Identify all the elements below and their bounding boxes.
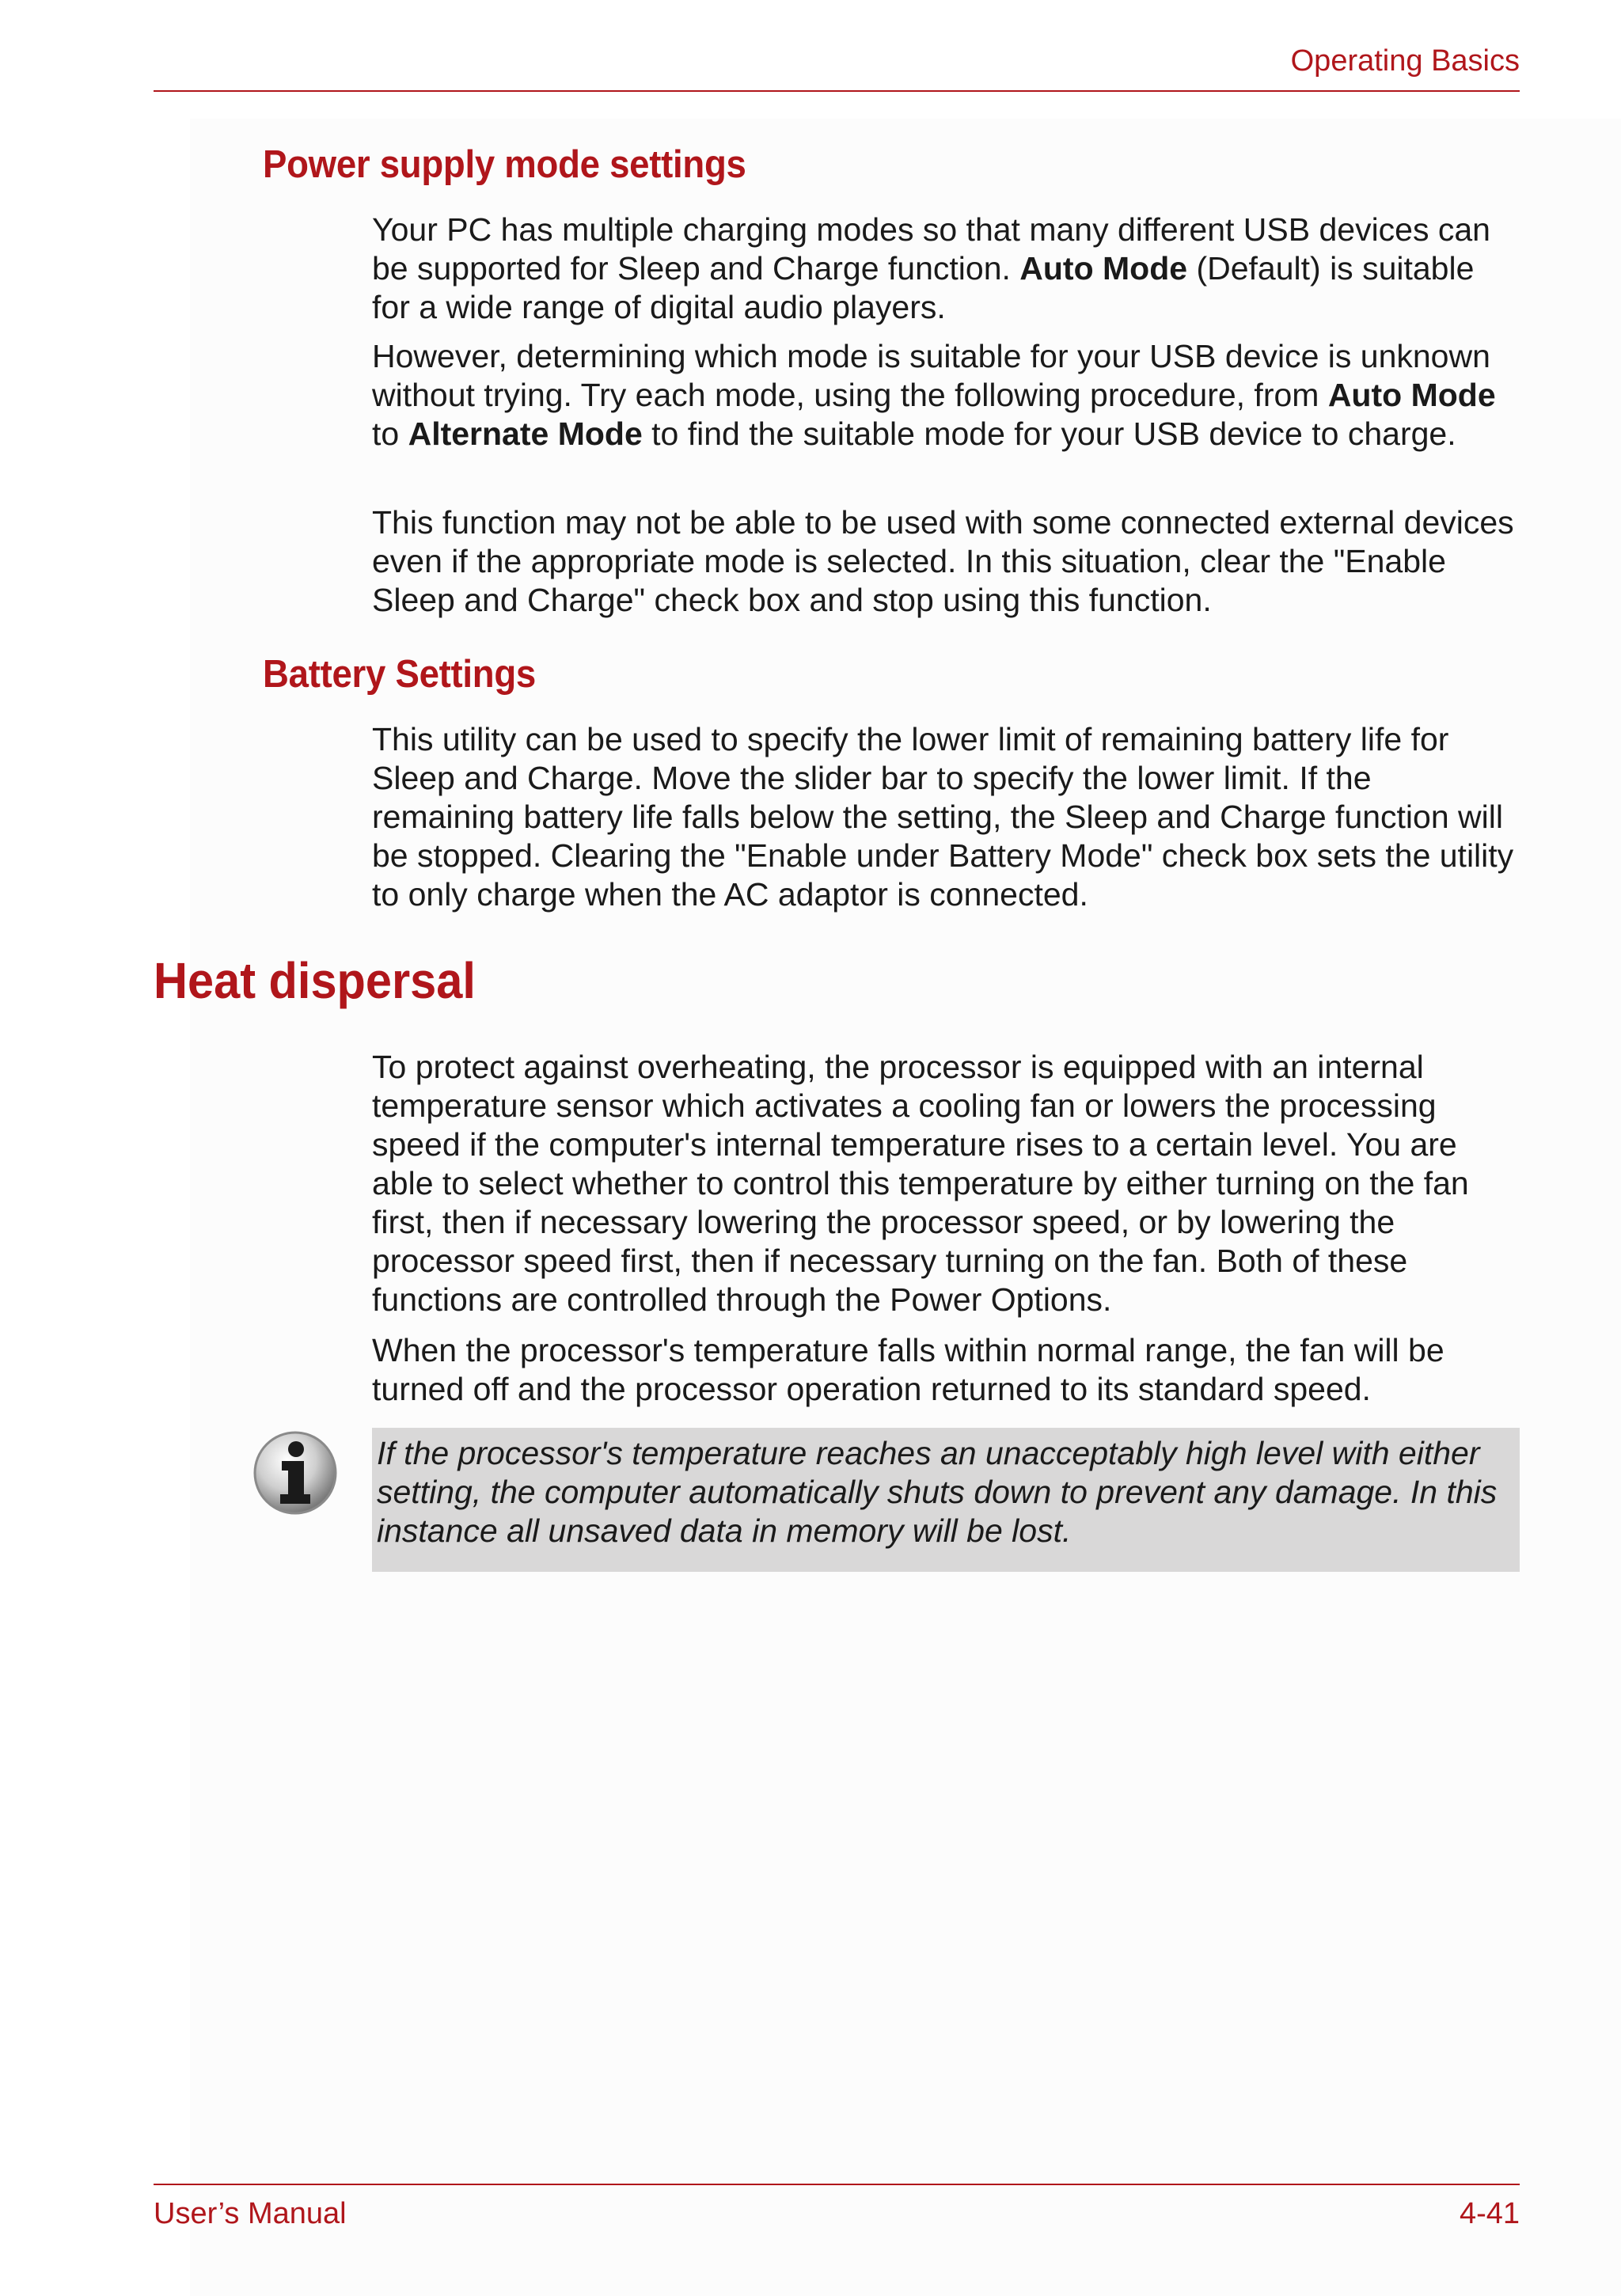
text-run: However, determining which mode is suitable for your USB device is unknown without trying. Try each mode, using the following procedure, from (372, 338, 1490, 413)
text-run: (Default) is suitable for a wide range of digital audio players. (372, 250, 1475, 325)
auto-mode-term: Auto Mode (1327, 377, 1496, 413)
text-run: to (372, 416, 408, 452)
power-supply-paragraph-2 (372, 337, 1520, 454)
power-supply-paragraph-1 (372, 211, 1520, 327)
note-text: If the processor's temperature reaches an unacceptably high level with either setting, the computer automatically shuts down to prevent any damage. In this instance all unsaved data in memory will be lost. (377, 1435, 1498, 1549)
heat-dispersal-heading: Heat dispersal (154, 952, 476, 1009)
battery-settings-heading: Battery Settings (263, 653, 537, 696)
battery-settings-paragraph: This utility can be used to specify the lower limit of remaining battery life for Sleep and Charge. Move the slider bar to specify the lower limit. If the remaining battery life falls below the setting, the Sleep and Charge function will be stopped. Clearing the "Enable under Battery Mode" check box sets the utility to only charge when the AC adaptor is connected. (372, 721, 1514, 913)
text-run: to find the suitable mode for your USB device to charge. (642, 416, 1456, 452)
footer-rule (154, 2184, 1520, 2185)
power-supply-heading: Power supply mode settings (263, 143, 746, 186)
power-supply-paragraph-3: This function may not be able to be used with some connected external devices even if the appropriate mode is selected. In this situation, clear the "Enable Sleep and Charge" check box and stop using this function. (372, 504, 1514, 618)
heat-dispersal-paragraph-2: When the processor's temperature falls within normal range, the fan will be turned off and the processor operation returned to its standard speed. (372, 1332, 1444, 1407)
footer-manual-title: User’s Manual (154, 2197, 347, 2230)
text-run: Your PC has multiple charging modes so that many different USB devices can be supported for Sleep and Charge function. (372, 211, 1490, 287)
page-number: 4-41 (1459, 2197, 1520, 2230)
header-rule (154, 90, 1520, 92)
auto-mode-term: Auto Mode (1019, 250, 1188, 287)
info-icon (252, 1429, 339, 1516)
heat-dispersal-paragraph-1: To protect against overheating, the processor is equipped with an internal temperature sensor which activates a cooling fan or lowers the processing speed if the computer's internal temperature rises to a certain level. You are able to select whether to control this temperature by either turning on the fan first, then if necessary lowering the processor speed, or by lowering the processor speed first, then if necessary turning on the fan. Both of these functions are controlled through the Power Options. (372, 1049, 1469, 1318)
alternate-mode-term: Alternate Mode (408, 416, 643, 452)
running-head: Operating Basics (1290, 44, 1520, 78)
